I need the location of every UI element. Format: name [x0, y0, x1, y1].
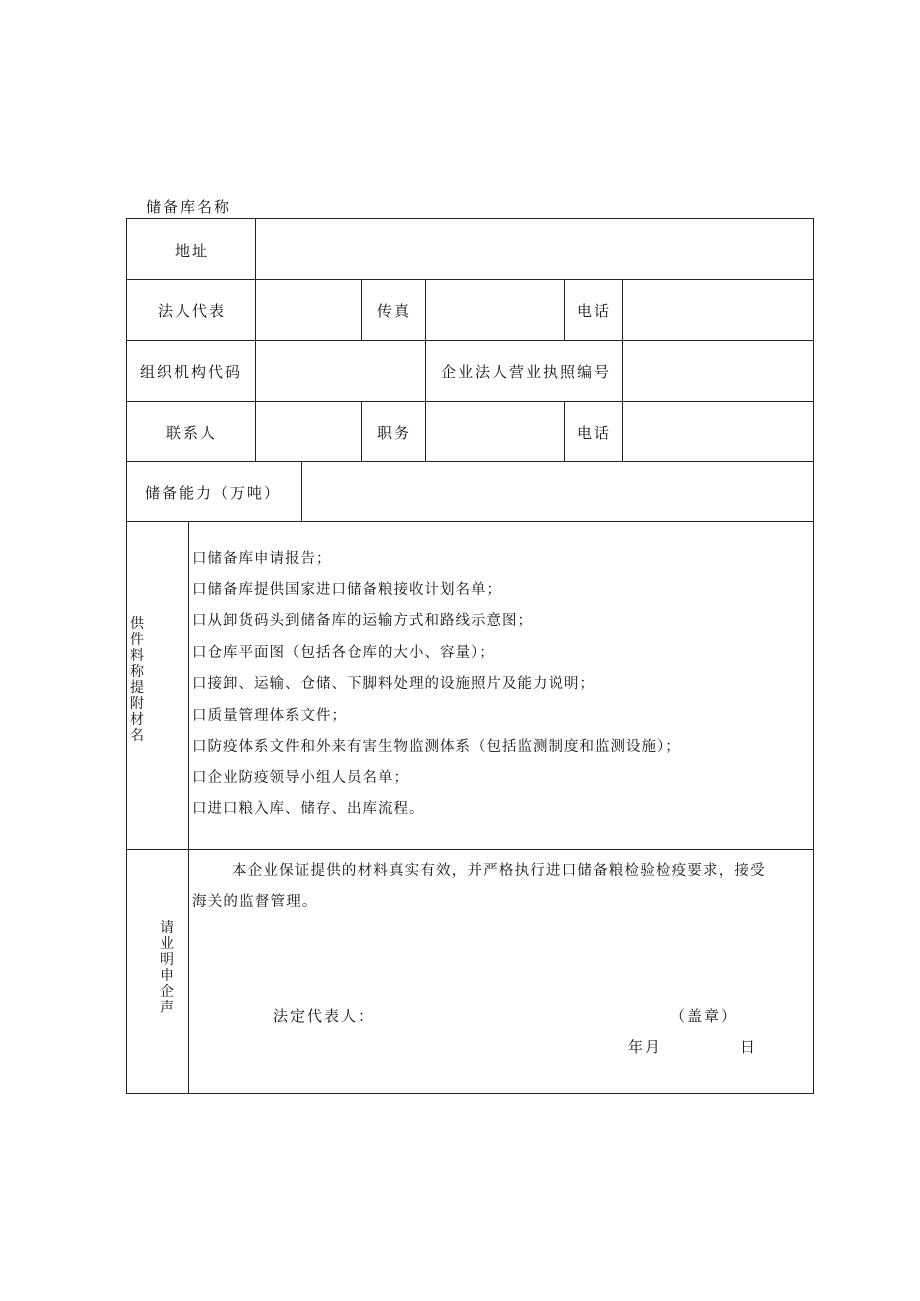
material-item: 口储备库提供国家进口储备粮接收计划名单；: [192, 582, 502, 598]
material-item: 口仓库平面图（包括各仓库的大小、容量）；: [192, 645, 495, 661]
row-divider: [126, 849, 814, 850]
col-divider: [301, 461, 302, 521]
material-item: 口质量管理体系文件；: [192, 708, 347, 724]
table-border-right: [813, 218, 814, 1094]
row-divider: [126, 521, 814, 522]
table-border-bottom: [126, 1093, 814, 1094]
col-divider: [622, 401, 623, 461]
material-item: 口接卸、运输、仓储、下脚料处理的设施照片及能力说明；: [192, 676, 595, 692]
declaration-side-label: 请业明申企声: [160, 920, 174, 1016]
material-item: 口从卸货码头到储备库的运输方式和路线示意图；: [192, 613, 533, 629]
materials-side-label: 供件料称提附材名: [130, 616, 144, 744]
material-item: 口进口粮入库、储存、出库流程。: [192, 801, 425, 817]
col-divider: [564, 279, 565, 340]
material-item: 口企业防疫领导小组人员名单；: [192, 770, 409, 786]
col-divider: [255, 218, 256, 461]
col-divider: [361, 401, 362, 461]
row-divider: [126, 461, 814, 462]
col-divider: [425, 279, 426, 340]
seal-label: （盖章）: [670, 1007, 739, 1025]
fax-label: 传真: [377, 302, 412, 320]
legal-representative-label: 法人代表: [158, 302, 227, 320]
legal-representative-signature-label: 法定代表人：: [273, 1007, 376, 1025]
col-divider: [622, 340, 623, 401]
storage-capacity-label: 储备能力（万吨）: [145, 484, 282, 502]
row-divider: [126, 340, 814, 341]
phone-label: 电话: [577, 302, 612, 320]
row-divider: [126, 279, 814, 280]
organization-code-label: 组织机构代码: [140, 363, 243, 381]
col-divider: [361, 279, 362, 340]
col-divider: [425, 340, 426, 401]
declaration-text-line-2: 海关的监督管理。: [192, 894, 318, 910]
table-border-top: [126, 218, 814, 219]
material-item: 口防疫体系文件和外来有害生物监测体系（包括监测制度和监测设施）；: [192, 739, 681, 755]
table-border-left: [126, 218, 127, 1094]
col-divider: [425, 401, 426, 461]
phone-label: 电话: [577, 424, 612, 442]
col-divider: [564, 401, 565, 461]
col-divider: [188, 521, 189, 1093]
date-day-label: 日: [740, 1038, 758, 1056]
address-label: 地址: [175, 242, 210, 260]
col-divider: [622, 279, 623, 340]
contact-person-label: 联系人: [166, 424, 218, 442]
row-divider: [126, 401, 814, 402]
storage-name-caption: 储备库名称: [146, 198, 232, 216]
date-year-month-label: 年月: [628, 1038, 663, 1056]
declaration-text-line-1: 本企业保证提供的材料真实有效，并严格执行进口储备粮检验检疫要求，接受: [232, 863, 766, 879]
position-label: 职务: [377, 424, 412, 442]
business-license-label: 企业法人营业执照编号: [441, 363, 612, 381]
material-item: 口储备库申请报告；: [192, 551, 332, 567]
